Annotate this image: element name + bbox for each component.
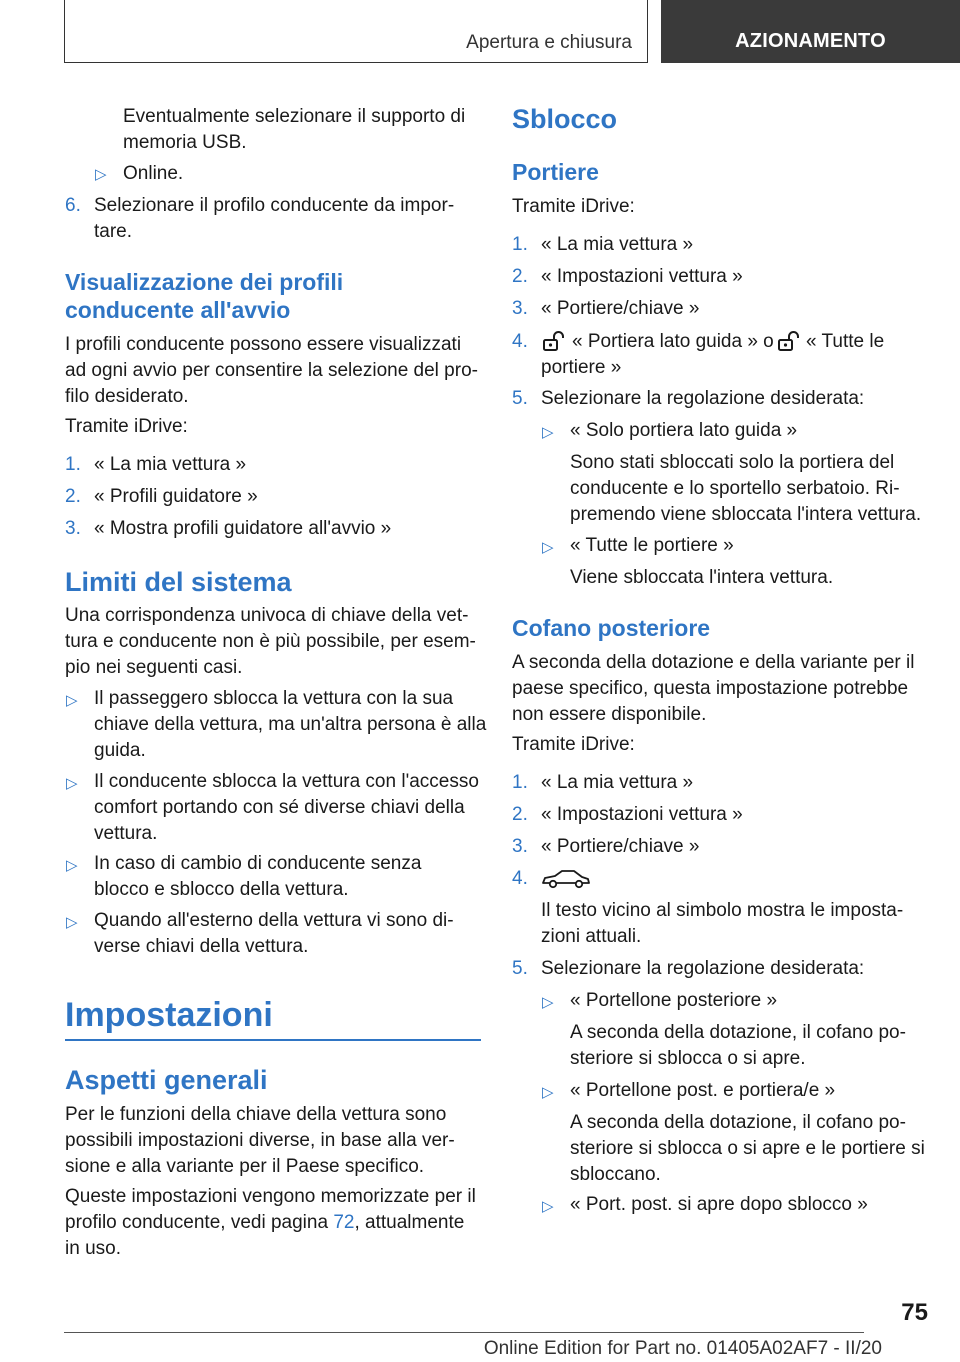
bullet-description: sbloccano. xyxy=(570,1164,661,1185)
step-number: 1. xyxy=(512,772,528,793)
step-text: Selezionare il profilo conducente da impor- xyxy=(94,195,455,216)
bullet-text: comfort portando con sé diverse chiavi della xyxy=(94,797,465,818)
paragraph-line: sione e alla variante per il Paese specifico. xyxy=(65,1156,425,1177)
step-text: tare. xyxy=(94,221,133,242)
paragraph-line: Queste impostazioni vengono memorizzate per il xyxy=(65,1186,476,1207)
bullet-triangle-icon: ▷ xyxy=(542,424,554,441)
paragraph-fragment: profilo conducente, vedi pagina xyxy=(65,1212,334,1233)
bullet-text: « Portellone posteriore » xyxy=(570,990,778,1011)
bullet-text: vettura. xyxy=(94,823,158,844)
bullet-triangle-icon: ▷ xyxy=(66,692,78,709)
continued-text-line: memoria USB. xyxy=(123,132,247,153)
bullet-text: « Port. post. si apre dopo sblocco » xyxy=(570,1194,868,1215)
continued-text-line: Eventualmente selezionare il supporto di xyxy=(123,106,466,127)
bullet-text: Il passeggero sblocca la vettura con la sua xyxy=(94,688,454,709)
step-text: portiere » xyxy=(541,357,622,378)
paragraph-line: I profili conducente possono essere visualizzati xyxy=(65,334,462,355)
step-text: « Impostazioni vettura » xyxy=(541,804,743,825)
footer-rule xyxy=(64,1332,864,1333)
bullet-text: Quando all'esterno della vettura vi sono di- xyxy=(94,910,454,931)
bullet-triangle-icon: ▷ xyxy=(542,1084,554,1101)
paragraph-line: Tramite iDrive: xyxy=(512,196,635,217)
paragraph-line: Una corrispondenza univoca di chiave della vet- xyxy=(65,605,469,626)
bullet-text: chiave della vettura, ma un'altra persona è alla xyxy=(94,714,487,735)
paragraph-line xyxy=(65,1210,464,1235)
step-number: 3. xyxy=(512,298,528,319)
bullet-triangle-icon: ▷ xyxy=(542,1198,554,1215)
section-heading: Limiti del sistema xyxy=(65,567,292,597)
padlock-open-icon xyxy=(776,330,802,359)
bullet-triangle-icon: ▷ xyxy=(66,857,78,874)
paragraph-line: non essere disponibile. xyxy=(512,704,707,725)
paragraph-line: Tramite iDrive: xyxy=(65,416,188,437)
paragraph-line: tura e conducente non è più possibile, per esem- xyxy=(65,631,476,652)
subsection-heading: Portiere xyxy=(512,159,599,185)
bullet-description: steriore si sblocca o si apre e le portiere si xyxy=(570,1138,925,1159)
section-heading: conducente all'avvio xyxy=(65,297,291,323)
paragraph-line: pio nei seguenti casi. xyxy=(65,657,243,678)
step-number: 3. xyxy=(512,836,528,857)
step-text: « La mia vettura » xyxy=(541,772,694,793)
step-number: 4. xyxy=(512,331,528,352)
step-number: 1. xyxy=(65,454,81,475)
step-text: Il testo vicino al simbolo mostra le imposta- xyxy=(541,900,904,921)
page-number: 75 xyxy=(901,1299,928,1326)
page-reference-link[interactable]: 72 xyxy=(333,1212,355,1233)
header-chapter-tab xyxy=(661,0,960,63)
step-text: « La mia vettura » xyxy=(94,454,247,475)
bullet-text: In caso di cambio di conducente senza xyxy=(94,853,422,874)
bullet-description: premendo viene sbloccata l'intera vettura. xyxy=(570,504,922,525)
paragraph-line: A seconda della dotazione e della variante per il xyxy=(512,652,915,673)
step-text: Selezionare la regolazione desiderata: xyxy=(541,958,865,979)
bullet-triangle-icon: ▷ xyxy=(542,539,554,556)
bullet-text: « Solo portiera lato guida » xyxy=(570,420,798,441)
paragraph-line: in uso. xyxy=(65,1238,121,1259)
step-number: 4. xyxy=(512,868,528,889)
bullet-text: Online. xyxy=(123,163,184,184)
step-number: 5. xyxy=(512,958,528,979)
bullet-description: steriore si sblocca o si apre. xyxy=(570,1048,806,1069)
step-text: « Portiere/chiave » xyxy=(541,298,700,319)
bullet-triangle-icon: ▷ xyxy=(95,166,107,183)
bullet-description: A seconda della dotazione, il cofano po- xyxy=(570,1112,906,1133)
bullet-triangle-icon: ▷ xyxy=(66,914,78,931)
bullet-triangle-icon: ▷ xyxy=(66,775,78,792)
step-number: 1. xyxy=(512,234,528,255)
heading-rule xyxy=(65,1039,481,1041)
step-text: « La mia vettura » xyxy=(541,234,694,255)
subsection-heading: Cofano posteriore xyxy=(512,615,711,641)
bullet-text: guida. xyxy=(94,740,146,761)
step-text: « Portiera lato guida » o xyxy=(572,331,774,352)
step-number: 5. xyxy=(512,388,528,409)
bullet-text: Il conducente sblocca la vettura con l'accesso xyxy=(94,771,479,792)
step-number: 6. xyxy=(65,195,81,216)
paragraph-fragment: , attualmente xyxy=(354,1212,465,1233)
car-outline-icon xyxy=(541,868,591,897)
header-section-title: Apertura e chiusura xyxy=(466,32,632,53)
bullet-text: « Portellone post. e portiera/e » xyxy=(570,1080,836,1101)
footer-edition: Online Edition for Part no. 01405A02AF7 - II/20 xyxy=(483,1338,882,1359)
step-text: Selezionare la regolazione desiderata: xyxy=(541,388,865,409)
bullet-text: blocco e sblocco della vettura. xyxy=(94,879,349,900)
section-heading: Aspetti generali xyxy=(65,1065,268,1095)
paragraph-line: filo desiderato. xyxy=(65,386,189,407)
bullet-text: verse chiavi della vettura. xyxy=(94,936,309,957)
bullet-description: A seconda della dotazione, il cofano po- xyxy=(570,1022,906,1043)
step-text: « Mostra profili guidatore all'avvio » xyxy=(94,518,392,539)
step-text: « Portiere/chiave » xyxy=(541,836,700,857)
header-chapter-label: AZIONAMENTO xyxy=(735,29,886,52)
step-number: 3. xyxy=(65,518,81,539)
step-text: « Profili guidatore » xyxy=(94,486,258,507)
section-heading: Visualizzazione dei profili xyxy=(65,269,344,295)
bullet-text: « Tutte le portiere » xyxy=(570,535,734,556)
paragraph-line: Per le funzioni della chiave della vettura sono xyxy=(65,1104,447,1125)
paragraph-line: Tramite iDrive: xyxy=(512,734,635,755)
bullet-description: Viene sbloccata l'intera vettura. xyxy=(570,567,834,588)
chapter-heading: Impostazioni xyxy=(65,996,273,1034)
paragraph-line: ad ogni avvio per consentire la selezione del pro- xyxy=(65,360,478,381)
step-text: « Impostazioni vettura » xyxy=(541,266,743,287)
section-heading: Sblocco xyxy=(512,104,618,134)
paragraph-line: paese specifico, questa impostazione potrebbe xyxy=(512,678,909,699)
paragraph-line: possibili impostazioni diverse, in base alla ver- xyxy=(65,1130,455,1151)
bullet-description: Sono stati sbloccati solo la portiera del xyxy=(570,452,895,473)
bullet-description: conducente e lo sportello serbatoio. Ri- xyxy=(570,478,900,499)
step-number: 2. xyxy=(65,486,81,507)
step-number: 2. xyxy=(512,804,528,825)
step-text: zioni attuali. xyxy=(541,926,642,947)
step-number: 2. xyxy=(512,266,528,287)
step-text: « Tutte le xyxy=(806,331,885,352)
bullet-triangle-icon: ▷ xyxy=(542,994,554,1011)
